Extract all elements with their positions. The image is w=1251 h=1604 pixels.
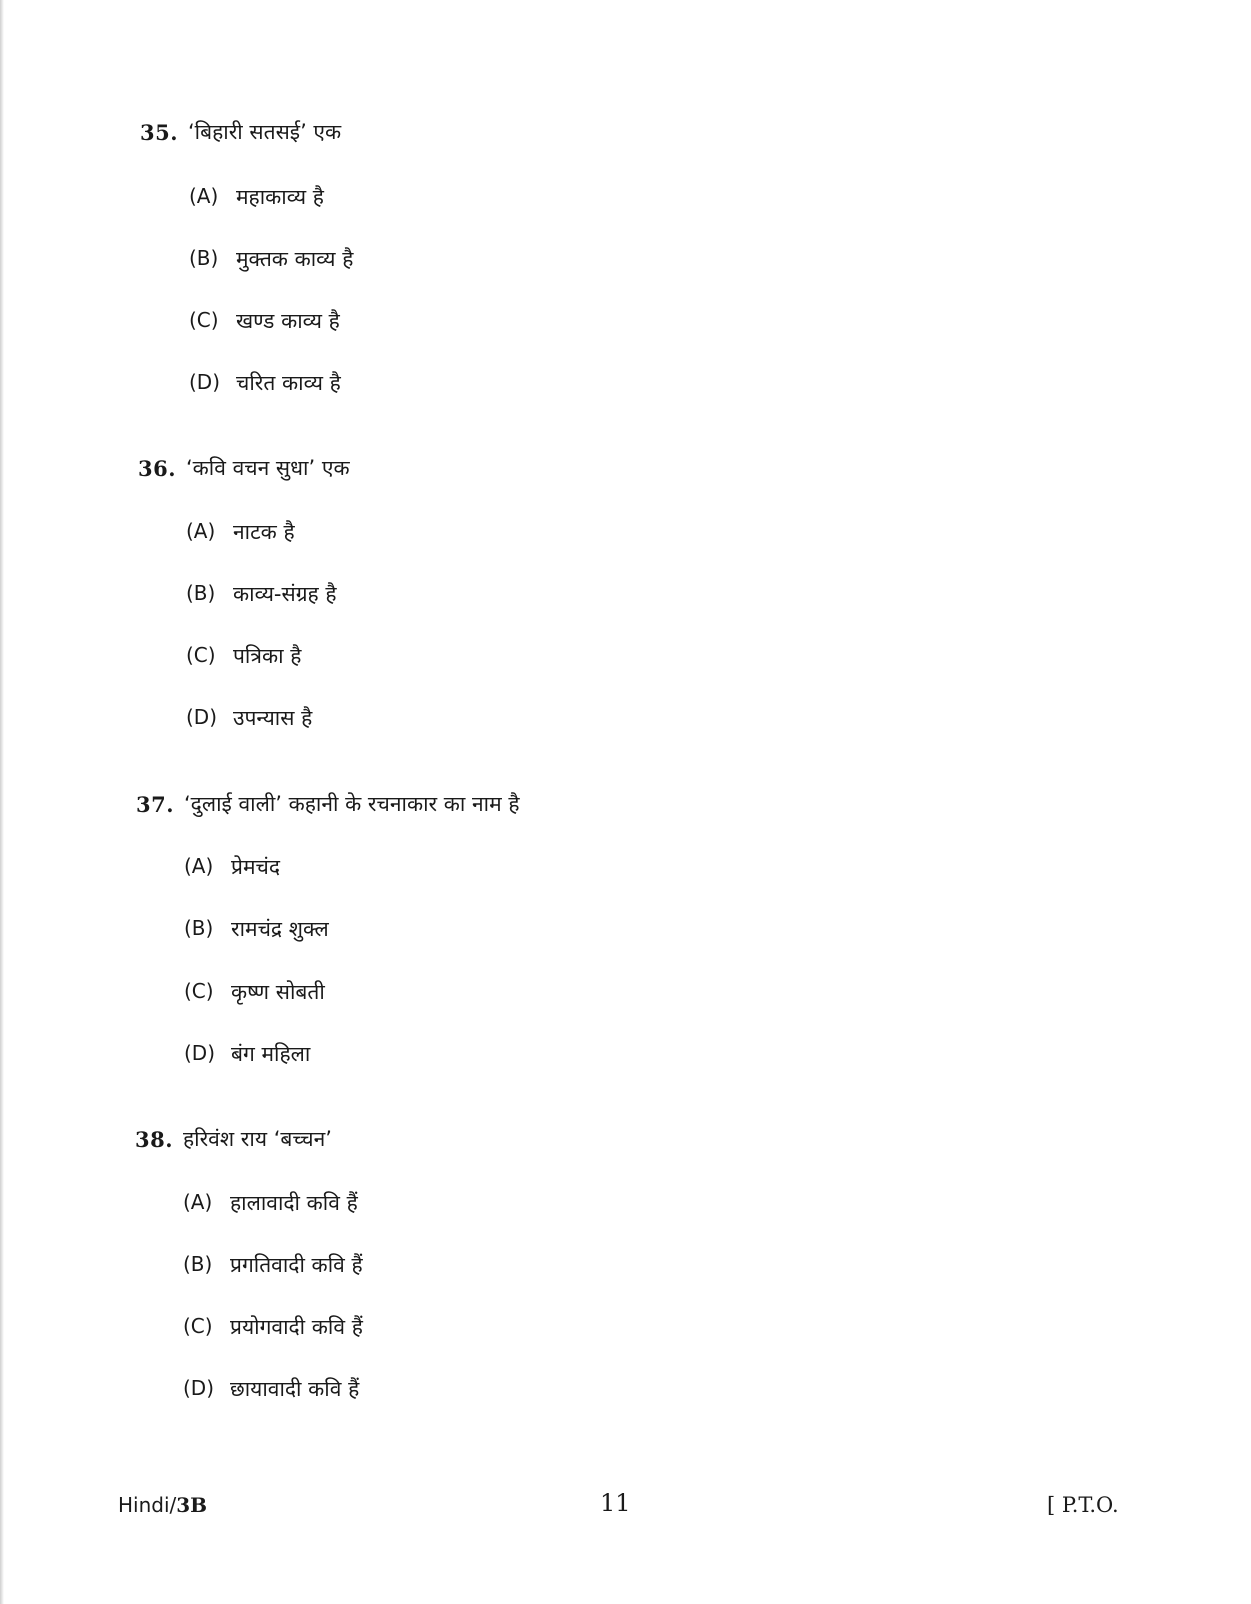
scan-edge xyxy=(0,0,4,1604)
option-label: (C) xyxy=(189,308,219,332)
option-label: (D) xyxy=(186,705,218,729)
page-footer xyxy=(0,1489,1251,1523)
page-number: 11 xyxy=(600,1489,631,1517)
question-number: 37. xyxy=(136,792,175,817)
option-text: मुक्तक काव्य है xyxy=(236,247,354,271)
option-label: (B) xyxy=(186,581,216,605)
option-label: (C) xyxy=(183,1314,213,1338)
option-text: काव्य-संग्रह है xyxy=(233,582,337,606)
option-text: प्रेमचंद xyxy=(231,855,280,879)
option-label: (D) xyxy=(183,1376,215,1400)
option-text: प्रयोगवादी कवि हैं xyxy=(230,1315,363,1339)
booklet-code: 3B xyxy=(176,1493,208,1517)
option-label: (A) xyxy=(183,1190,213,1214)
question-text: ‘कवि वचन सुधा’ एक xyxy=(186,456,350,480)
question-text: ‘बिहारी सतसई’ एक xyxy=(188,120,342,144)
question-number: 38. xyxy=(135,1127,174,1152)
option-text: हालावादी कवि हैं xyxy=(230,1191,358,1215)
option-text: प्रगतिवादी कवि हैं xyxy=(230,1253,363,1277)
option-label: (A) xyxy=(184,854,214,878)
option-label: (B) xyxy=(189,246,219,270)
option-label: (D) xyxy=(184,1041,216,1065)
question-number: 36. xyxy=(138,456,177,481)
option-text: बंग महिला xyxy=(231,1042,311,1066)
option-label: (C) xyxy=(186,643,216,667)
pto-note: [ P.T.O. xyxy=(1047,1493,1119,1517)
paper-code xyxy=(118,1493,207,1517)
option-text: रामचंद्र शुक्ल xyxy=(231,917,329,941)
option-text: चरित काव्य है xyxy=(236,371,341,395)
option-text: नाटक है xyxy=(233,520,295,544)
option-label: (D) xyxy=(189,370,221,394)
option-text: पत्रिका है xyxy=(233,644,302,668)
option-text: खण्ड काव्य है xyxy=(236,309,340,333)
option-label: (A) xyxy=(186,519,216,543)
option-text: महाकाव्य है xyxy=(236,185,324,209)
option-label: (B) xyxy=(184,916,214,940)
option-text: उपन्यास है xyxy=(233,706,313,730)
option-label: (B) xyxy=(183,1252,213,1276)
question-number: 35. xyxy=(140,120,179,145)
subject-label: Hindi/ xyxy=(118,1493,177,1517)
question-text: हरिवंश राय ‘बच्चन’ xyxy=(183,1127,332,1151)
option-text: छायावादी कवि हैं xyxy=(230,1377,360,1401)
option-label: (C) xyxy=(184,979,214,1003)
option-label: (A) xyxy=(189,184,219,208)
question-text: ‘दुलाई वाली’ कहानी के रचनाकार का नाम है xyxy=(184,792,520,816)
option-text: कृष्ण सोबती xyxy=(231,980,325,1004)
